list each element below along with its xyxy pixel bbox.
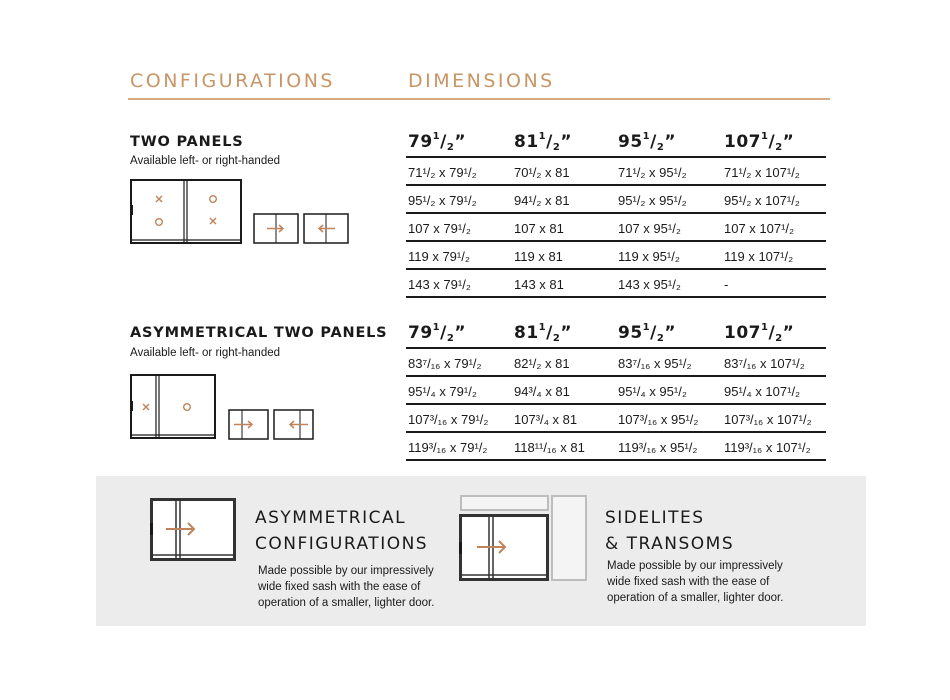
table-header-row xyxy=(406,132,826,158)
table-row xyxy=(406,270,826,298)
table-cell: 71¹/₂ x 79¹/₂ xyxy=(408,165,477,180)
two-panel-diagram-icon xyxy=(130,179,242,245)
table-cell: 107³/₁₆ x 95¹/₂ xyxy=(618,412,699,427)
table-row xyxy=(406,214,826,242)
table-row xyxy=(406,186,826,214)
table-cell: 83⁷/₁₆ x 107¹/₂ xyxy=(724,356,805,371)
header-cell: $107^1/2$” xyxy=(724,322,795,344)
table-cell: 119 x 107¹/₂ xyxy=(724,249,794,264)
table-header-row xyxy=(406,323,826,349)
header-rule xyxy=(128,98,830,100)
table-cell: 107³/₄ x 81 xyxy=(514,412,578,427)
asym-right-arrow-panel-icon xyxy=(228,409,269,440)
asymmetrical-configurations-description: Made possible by our impressively wide fixed sash with the ease of operation of a smaller, lighter door. xyxy=(258,565,435,609)
header-cell: $81^1/2$” xyxy=(514,322,573,344)
table-cell: 119³/₁₆ x 79¹/₂ xyxy=(408,440,488,455)
dimensions-heading: DIMENSIONS xyxy=(408,70,555,92)
table-cell: 119³/₁₆ x 107¹/₂ xyxy=(724,440,811,455)
configurations-heading: CONFIGURATIONS xyxy=(130,70,335,92)
table-cell: 143 x 95¹/₂ xyxy=(618,277,681,292)
table-cell: 82¹/₂ x 81 xyxy=(514,356,570,371)
table-cell: 143 x 79¹/₂ xyxy=(408,277,471,292)
asym-two-panels-subtitle: Available left- or right-handed xyxy=(130,347,281,359)
table-cell: 95¹/₄ x 107¹/₂ xyxy=(724,384,801,399)
header-cell: $95^1/2$” xyxy=(618,131,677,153)
table-row xyxy=(406,405,826,433)
table-cell: 107³/₁₆ x 79¹/₂ xyxy=(408,412,489,427)
table-cell: 107 x 79¹/₂ xyxy=(408,221,471,236)
table-cell: 119 x 81 xyxy=(514,249,563,264)
two-panels-subtitle: Available left- or right-handed xyxy=(130,155,281,167)
header-cell: $79^1/2$” xyxy=(408,322,467,344)
table-cell: 119³/₁₆ x 95¹/₂ xyxy=(618,440,698,455)
sidelites-transoms-icon xyxy=(459,494,589,582)
table-cell: 95¹/₂ x 79¹/₂ xyxy=(408,193,477,208)
header-cell: $107^1/2$” xyxy=(724,131,795,153)
table-cell: 71¹/₂ x 107¹/₂ xyxy=(724,165,800,180)
table-cell: 107 x 95¹/₂ xyxy=(618,221,681,236)
asym-two-panel-diagram-icon xyxy=(130,374,216,440)
table-cell: 107³/₁₆ x 107¹/₂ xyxy=(724,412,812,427)
two-panels-dimension-table xyxy=(406,132,826,298)
sidelites-transoms-title: SIDELITES & TRANSOMS xyxy=(605,508,735,554)
sidelites-transoms-description: Made possible by our impressively wide fixed sash with the ease of operation of a smaller, lighter door. xyxy=(607,560,784,604)
table-cell: 83⁷/₁₆ x 95¹/₂ xyxy=(618,356,692,371)
table-row xyxy=(406,158,826,186)
table-row xyxy=(406,377,826,405)
header-cell: $95^1/2$” xyxy=(618,322,677,344)
table-cell: - xyxy=(724,277,729,292)
asym-left-arrow-panel-icon xyxy=(273,409,314,440)
table-cell: 94³/₄ x 81 xyxy=(514,384,570,399)
table-cell: 107 x 81 xyxy=(514,221,564,236)
table-cell: 94¹/₂ x 81 xyxy=(514,193,570,208)
table-cell: 119 x 95¹/₂ xyxy=(618,249,680,264)
asym-two-panels-title: ASYMMETRICAL TWO PANELS xyxy=(130,325,388,341)
table-row xyxy=(406,433,826,461)
table-cell: 119 x 79¹/₂ xyxy=(408,249,470,264)
table-cell: 107 x 107¹/₂ xyxy=(724,221,795,236)
table-cell: 95¹/₄ x 95¹/₂ xyxy=(618,384,687,399)
left-arrow-panel-icon xyxy=(303,213,349,244)
table-cell: 95¹/₂ x 107¹/₂ xyxy=(724,193,800,208)
table-row xyxy=(406,242,826,270)
header-cell: $81^1/2$” xyxy=(514,131,573,153)
asymmetrical-configurations-title: ASYMMETRICAL CONFIGURATIONS xyxy=(255,508,429,554)
feature-panel xyxy=(96,476,866,626)
table-cell: 71¹/₂ x 95¹/₂ xyxy=(618,165,687,180)
table-cell: 143 x 81 xyxy=(514,277,564,292)
table-cell: 83⁷/₁₆ x 79¹/₂ xyxy=(408,356,482,371)
table-cell: 95¹/₄ x 79¹/₂ xyxy=(408,384,477,399)
table-row xyxy=(406,349,826,377)
table-cell: 95¹/₂ x 95¹/₂ xyxy=(618,193,687,208)
table-cell: 70¹/₂ x 81 xyxy=(514,165,570,180)
asym-two-panels-dimension-table xyxy=(406,323,826,461)
two-panels-title: TWO PANELS xyxy=(130,134,244,150)
asymmetrical-configuration-icon xyxy=(150,498,236,562)
table-cell: 118¹¹/₁₆ x 81 xyxy=(514,440,585,455)
right-arrow-panel-icon xyxy=(253,213,299,244)
header-cell: $79^1/2$” xyxy=(408,131,467,153)
